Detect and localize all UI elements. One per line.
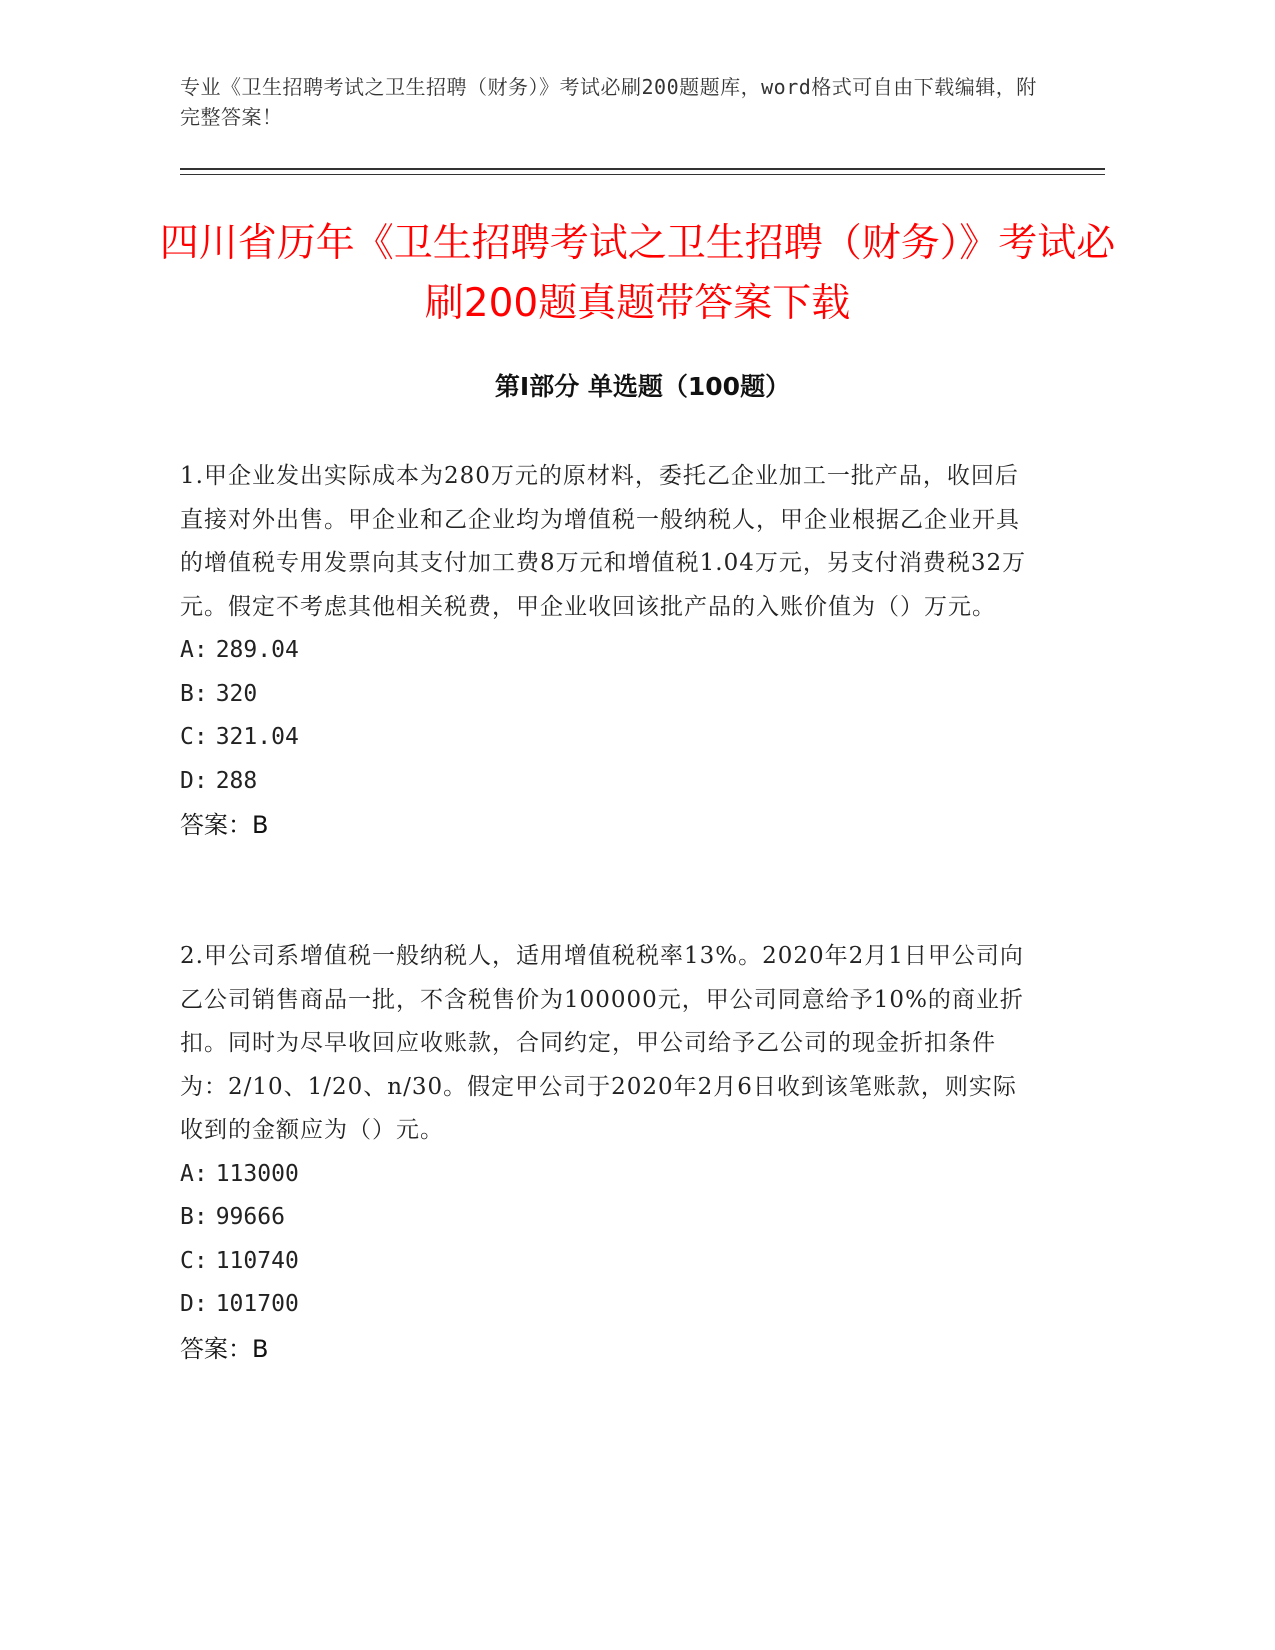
option-b: [180, 1196, 1040, 1240]
option-a: [180, 1153, 1040, 1197]
option-value: 110740: [215, 1247, 299, 1274]
option-value: 321.04: [215, 724, 299, 750]
option-letter: D:: [180, 1291, 208, 1317]
option-letter: B:: [180, 1204, 208, 1230]
option-value: 99666: [215, 1204, 285, 1230]
question-1: [180, 455, 1040, 847]
question-text: 1.甲企业发出实际成本为280万元的原材料，委托乙企业加工一批产品，收回后直接对外出售。甲企业和乙企业均为增值税一般纳税人，甲企业根据乙企业开具的增值税专用发票向其支付加工费8万元和增值税1.04万元，另支付消费税32万元。假定不考虑其他相关税费，甲企业收回该批产品的入账价值为（）万元。: [180, 463, 1027, 620]
option-value: 113000: [215, 1160, 299, 1187]
option-letter: D:: [180, 767, 208, 794]
option-value: 289.04: [215, 637, 299, 663]
option-value: 101700: [215, 1291, 299, 1317]
answer-line: 答案：B: [180, 811, 269, 839]
option-b: [180, 673, 1040, 717]
question-text: 2.甲公司系增值税一般纳税人，适用增值税税率13%。2020年2月1日甲公司向乙公司销售商品一批，不含税售价为100000元，甲公司同意给予10%的商业折扣。同时为尽早收回应收账款，合同约定，甲公司给予乙公司的现金折扣条件为：2/10、1/20、n/30。假定甲公司于2020年2月6日收到该笔账款，则实际收到的金额应为（）元。: [180, 943, 1024, 1143]
header-note: 专业《卫生招聘考试之卫生招聘（财务）》考试必刷200题题库，word格式可自由下载编辑，附完整答案！: [180, 75, 1037, 129]
answer-line: 答案：B: [180, 1334, 269, 1363]
option-value: 320: [215, 680, 258, 707]
option-letter: C:: [180, 1247, 208, 1274]
option-d: [180, 1283, 1040, 1327]
option-value: 288: [215, 767, 258, 794]
option-c: [180, 1240, 1040, 1284]
option-letter: A:: [180, 637, 208, 663]
section-heading: 第Ⅰ部分 单选题（100题）: [494, 372, 791, 401]
header-divider-thick: [180, 168, 1105, 170]
option-c: [180, 716, 1040, 760]
option-letter: A:: [180, 1160, 208, 1187]
option-letter: B:: [180, 680, 208, 707]
option-d: [180, 760, 1040, 804]
document-title: 四川省历年《卫生招聘考试之卫生招聘（财务）》考试必刷200题真题带答案下载: [159, 221, 1116, 326]
option-letter: C:: [180, 724, 208, 750]
header-divider-thin: [180, 174, 1105, 175]
question-2: [180, 935, 1040, 1371]
option-a: [180, 629, 1040, 673]
